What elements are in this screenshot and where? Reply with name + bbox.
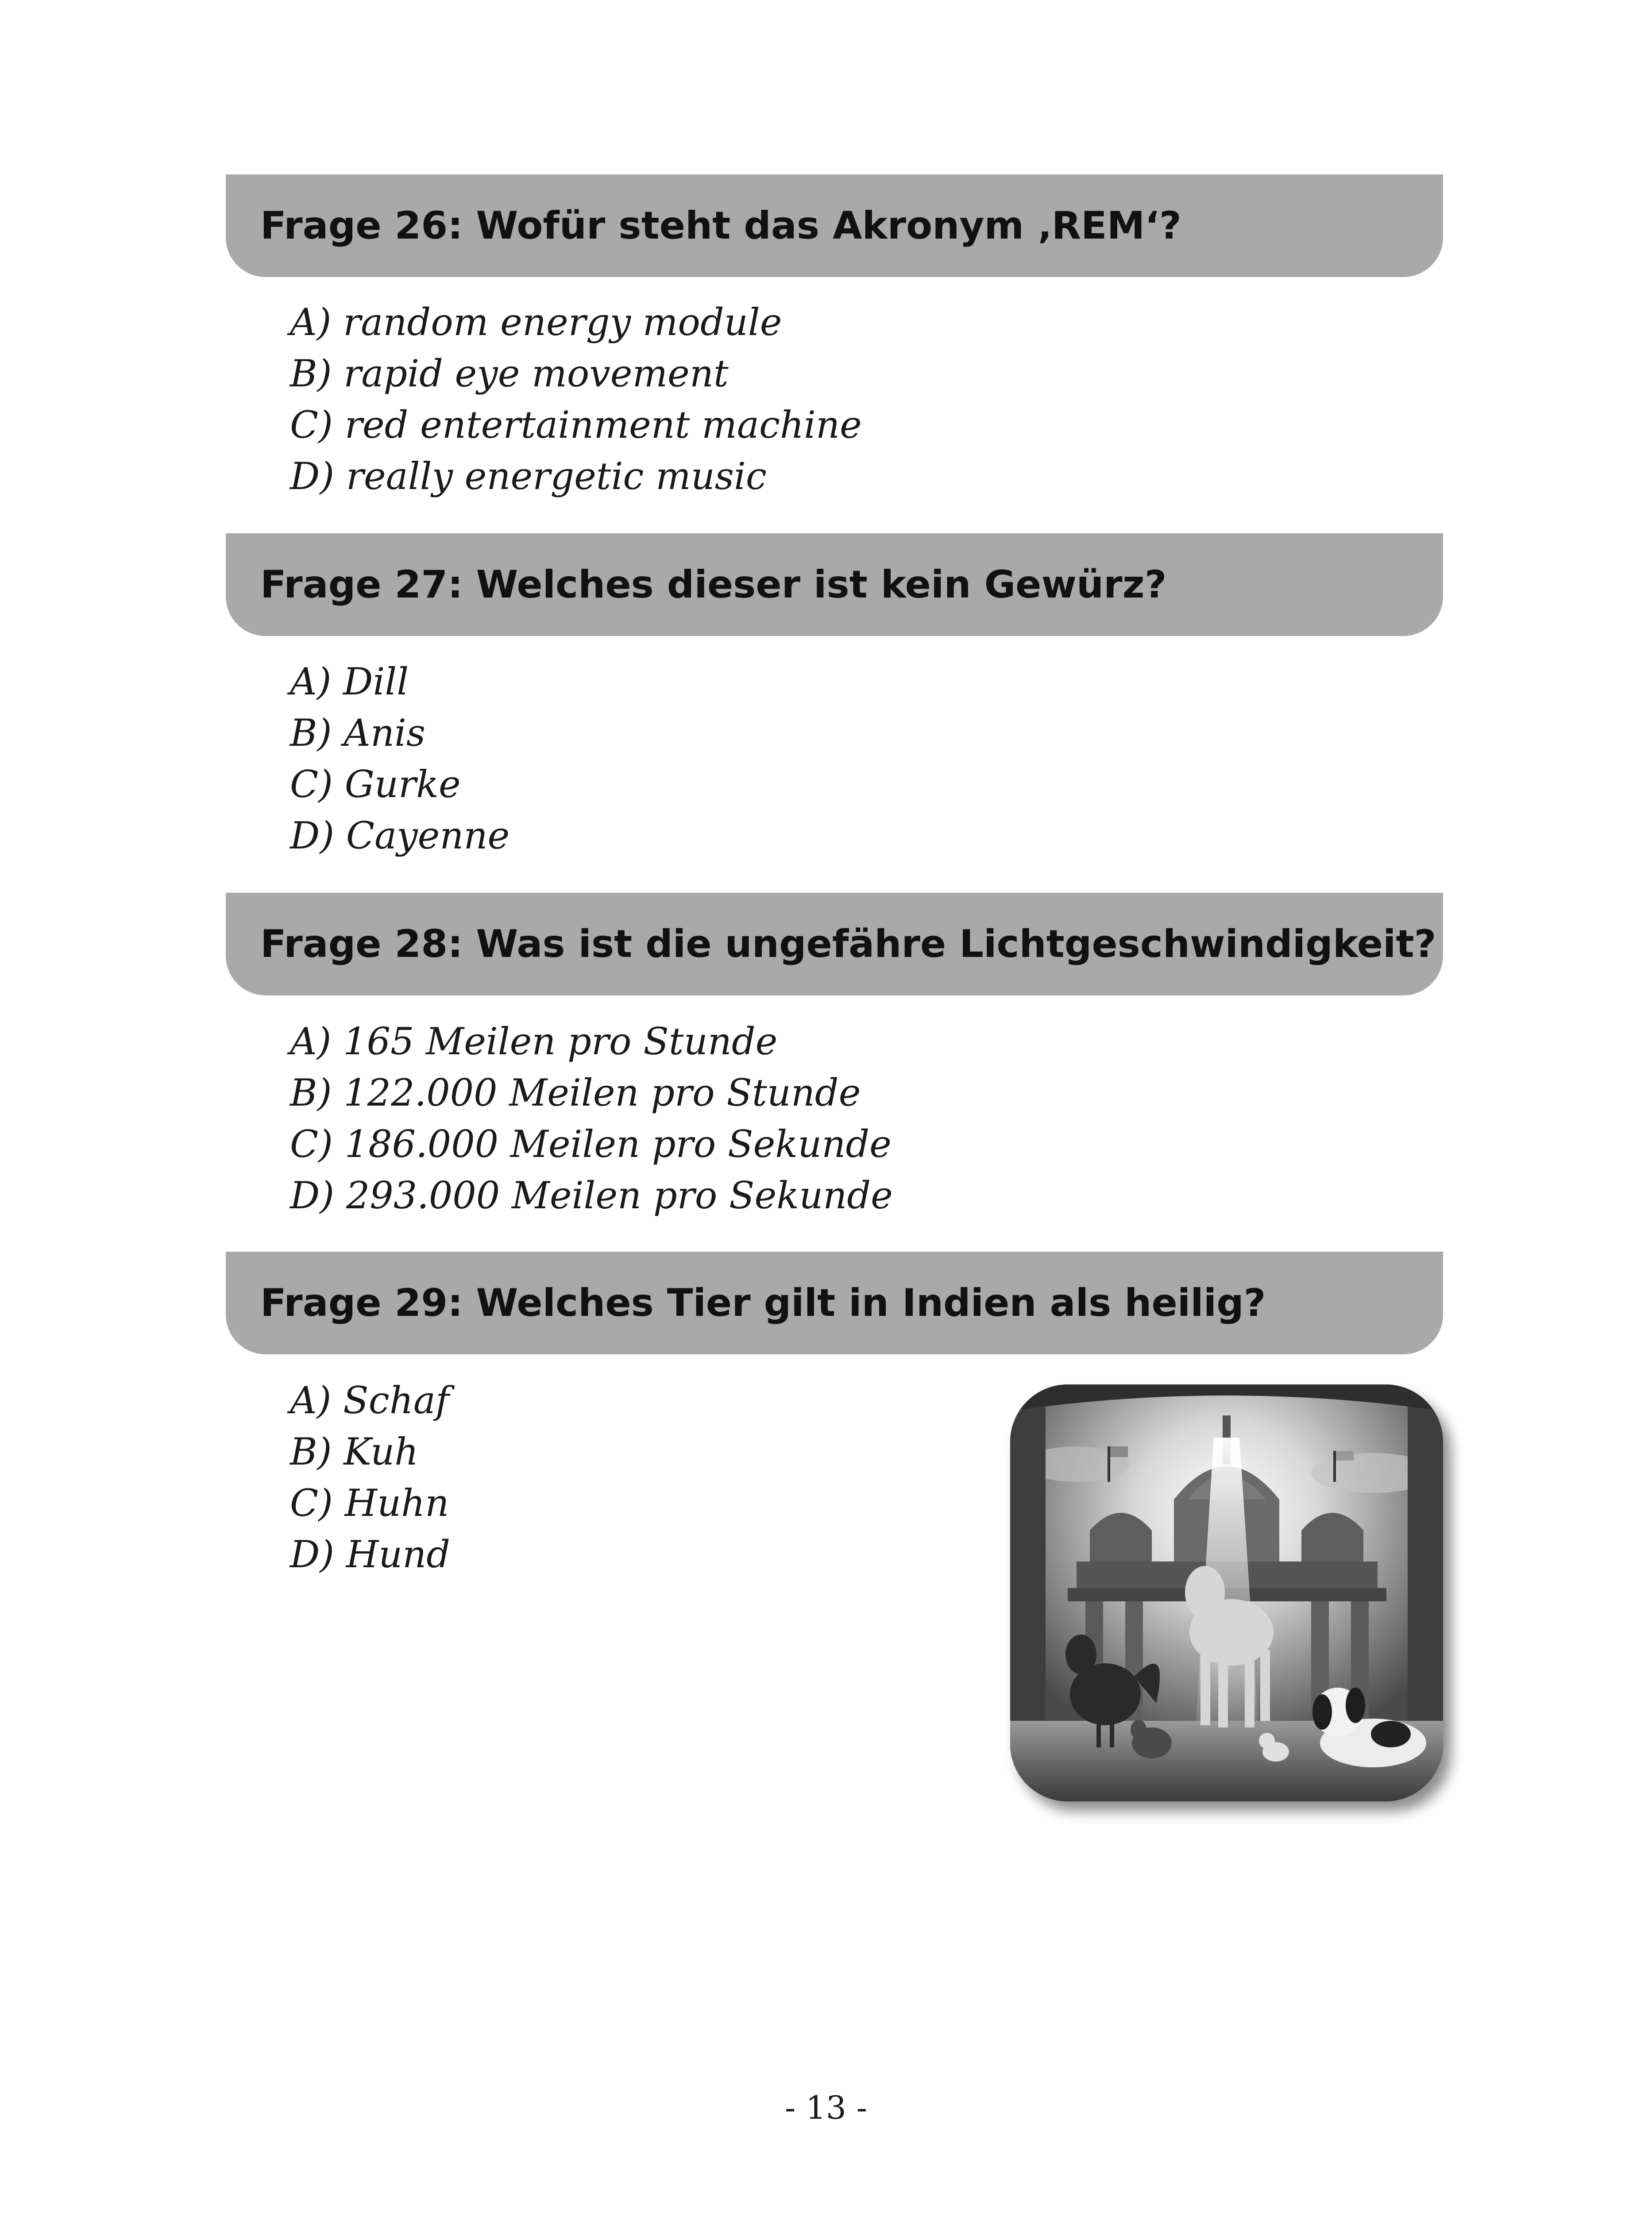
answer-option: D) Cayenne: [290, 814, 510, 857]
answer-option: C) Gurke: [290, 763, 461, 806]
question-title-26: Frage 26: Wofür steht das Akronym ‚REM‘?: [260, 204, 1181, 248]
temple-animals-image: [1010, 1384, 1443, 1801]
answer-option: B) 122.000 Meilen pro Stunde: [290, 1071, 861, 1114]
answer-option: A) random energy module: [290, 301, 782, 344]
answer-list-26: [290, 297, 862, 502]
question-title-27: Frage 27: Welches dieser ist kein Gewürz?: [260, 563, 1167, 607]
answer-list-27: [290, 656, 509, 861]
answer-list-29: [290, 1375, 450, 1580]
answer-option: C) 186.000 Meilen pro Sekunde: [290, 1122, 892, 1166]
question-header-27: [226, 533, 1443, 636]
answer-option: D) Hund: [290, 1533, 451, 1576]
answer-option: A) Schaf: [290, 1379, 449, 1422]
temple-animals-illustration: [1010, 1384, 1443, 1801]
question-header-29: [226, 1252, 1443, 1354]
answer-option: A) Dill: [290, 660, 409, 703]
question-header-28: [226, 893, 1443, 995]
answer-option: C) red entertainment machine: [290, 403, 862, 447]
answer-option: B) Anis: [290, 711, 425, 755]
question-title-29: Frage 29: Welches Tier gilt in Indien als heilig?: [260, 1281, 1266, 1325]
page-number: - 13 -: [784, 2089, 868, 2126]
answer-option: B) rapid eye movement: [290, 352, 729, 395]
answer-list-28: [290, 1016, 893, 1221]
answer-option: B) Kuh: [290, 1430, 419, 1473]
answer-option: C) Huhn: [290, 1481, 449, 1525]
answer-option: A) 165 Meilen pro Stunde: [290, 1020, 778, 1063]
question-header-26: [226, 174, 1443, 277]
question-title-28: Frage 28: Was ist die ungefähre Lichtgeschwindigkeit?: [260, 922, 1436, 966]
answer-option: D) really energetic music: [290, 455, 767, 498]
answer-option: D) 293.000 Meilen pro Sekunde: [290, 1174, 893, 1217]
